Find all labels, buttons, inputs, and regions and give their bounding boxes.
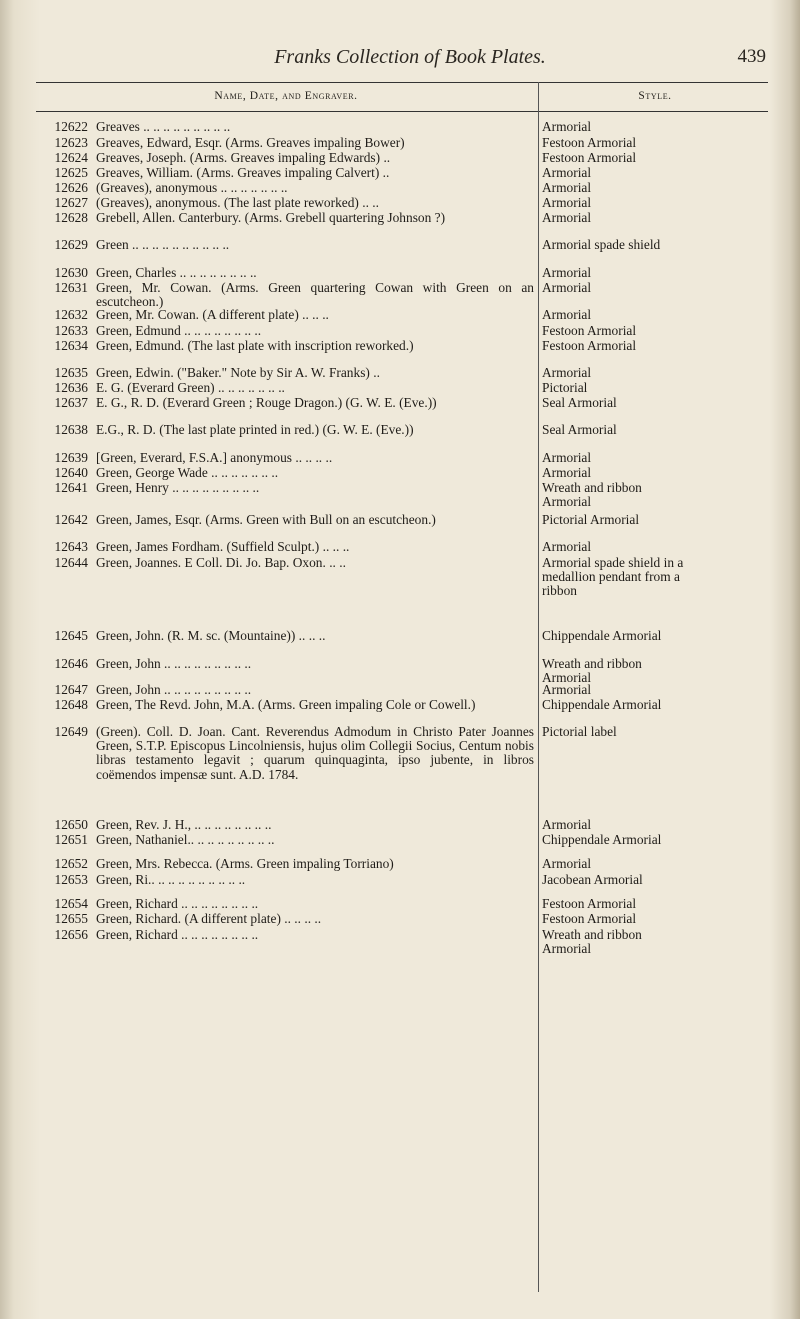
- plate-description: Green .. .. .. .. .. .. .. .. .. ..: [96, 237, 230, 252]
- plate-description: Green, Joannes. E Coll. Di. Jo. Bap. Oxon. .. ..: [96, 555, 346, 570]
- plate-style: Seal Armorial: [542, 422, 617, 437]
- plate-style: Festoon Armorial: [542, 135, 637, 150]
- catalogue-number: 12625: [54, 165, 88, 180]
- catalogue-number: 12623: [54, 135, 88, 150]
- plate-description: [Green, Everard, F.S.A.] anonymous .. .. .. ..: [96, 450, 333, 465]
- plate-style: Armorial: [542, 119, 592, 134]
- catalogue-number: 12630: [54, 265, 88, 280]
- catalogue-number: 12645: [54, 628, 88, 643]
- plate-description: Green, John. (R. M. sc. (Mountaine)) .. .. ..: [96, 628, 326, 643]
- plate-style: Festoon Armorial: [542, 323, 637, 338]
- catalogue-number: 12629: [54, 237, 88, 252]
- catalogue-number: 12636: [54, 380, 88, 395]
- catalogue-number: 12627: [54, 195, 88, 210]
- plate-style: Pictorial: [542, 380, 588, 395]
- plate-description: Green, John .. .. .. .. .. .. .. .. ..: [96, 656, 252, 671]
- plate-style: Armorial: [542, 265, 592, 280]
- plate-style: Festoon Armorial: [542, 338, 637, 353]
- plate-description: Grebell, Allen. Canterbury. (Arms. Grebell quartering Johnson ?): [96, 210, 446, 225]
- catalogue-number: 12628: [54, 210, 88, 225]
- plate-description: Green, Ri.. .. .. .. .. .. .. .. .. ..: [96, 872, 246, 887]
- catalogue-number: 12635: [54, 365, 88, 380]
- plate-style: Armorial: [542, 280, 592, 295]
- plate-description: (Greaves), anonymous. (The last plate reworked) .. ..: [96, 195, 379, 210]
- catalogue-number: 12639: [54, 450, 88, 465]
- plate-description: Green, Rev. J. H., .. .. .. .. .. .. .. ..: [96, 817, 272, 832]
- catalogue-number: 12631: [54, 280, 88, 295]
- top-rule: [36, 82, 768, 83]
- plate-style: Armorial: [542, 365, 592, 380]
- plate-style: Festoon Armorial: [542, 150, 637, 165]
- plate-description: Green, John .. .. .. .. .. .. .. .. ..: [96, 682, 252, 697]
- plate-description: Green, Richard .. .. .. .. .. .. .. ..: [96, 896, 259, 911]
- plate-style: Armorial: [542, 165, 592, 180]
- header-rule: [36, 111, 768, 112]
- plate-style: Armorial: [542, 539, 592, 554]
- plate-style: Armorial: [542, 180, 592, 195]
- catalogue-number: 12626: [54, 180, 88, 195]
- plate-style: Chippendale Armorial: [542, 628, 662, 643]
- catalogue-number: 12643: [54, 539, 88, 554]
- page-header: [0, 46, 800, 76]
- plate-description: Green, Nathaniel.. .. .. .. .. .. .. .. ..: [96, 832, 275, 847]
- catalogue-number: 12641: [54, 480, 88, 495]
- catalogue-number: 12648: [54, 697, 88, 712]
- plate-style: Armorial spade shield: [542, 237, 661, 252]
- plate-description: Green, Richard .. .. .. .. .. .. .. ..: [96, 927, 259, 942]
- plate-style: Armorial spade shield in a medallion pendant from a ribbon: [542, 555, 684, 599]
- plate-description: Green, Henry .. .. .. .. .. .. .. .. ..: [96, 480, 260, 495]
- plate-description: Green, Richard. (A different plate) .. .. .. ..: [96, 911, 322, 926]
- plate-description: Greaves, Edward, Esqr. (Arms. Greaves impaling Bower): [96, 135, 405, 150]
- plate-description: E.G., R. D. (The last plate printed in red.) (G. W. E. (Eve.)): [96, 422, 414, 437]
- catalogue-number: 12634: [54, 338, 88, 353]
- catalogue-number: 12642: [54, 512, 88, 527]
- catalogue-number: 12632: [54, 307, 88, 322]
- plate-style: Festoon Armorial: [542, 911, 637, 926]
- plate-style: Jacobean Armorial: [542, 872, 643, 887]
- plate-style: Chippendale Armorial: [542, 697, 662, 712]
- catalogue-number: 12650: [54, 817, 88, 832]
- plate-description: Green, Mr. Cowan. (A different plate) .. .. ..: [96, 307, 329, 322]
- plate-style: Armorial: [542, 195, 592, 210]
- catalogue-number: 12653: [54, 872, 88, 887]
- catalogue-number: 12652: [54, 856, 88, 871]
- plate-style: Chippendale Armorial: [542, 832, 662, 847]
- plate-description: Green, Edwin. ("Baker." Note by Sir A. W. Franks) ..: [96, 365, 380, 380]
- catalogue-number: 12622: [54, 119, 88, 134]
- plate-description: Greaves, William. (Arms. Greaves impaling Calvert) ..: [96, 165, 390, 180]
- plate-style: Wreath and ribbon Armorial: [542, 480, 642, 510]
- plate-style: Wreath and ribbon Armorial: [542, 927, 642, 957]
- catalogue-number: 12637: [54, 395, 88, 410]
- plate-style: Armorial: [542, 817, 592, 832]
- catalogue-number: 12638: [54, 422, 88, 437]
- plate-description: (Green). Coll. D. Joan. Cant. Reverendus Admodum in Christo Pater Joannes Green, S.T.P. Episcopus Lincolniensis, hujus olim Collegii Socius, Centum nobis libras testamento legavit ; quarum quinquaginta, ipso jubente, in libros coëmendos impensæ sunt. A.D. 1784.: [96, 724, 534, 782]
- column-header-name: Name, Date, and Engraver.: [214, 90, 358, 102]
- column-header-style: Style.: [638, 90, 672, 102]
- plate-description: Green, Mrs. Rebecca. (Arms. Green impaling Torriano): [96, 856, 394, 871]
- plate-description: Green, James Fordham. (Suffield Sculpt.) .. .. ..: [96, 539, 350, 554]
- catalogue-number: 12633: [54, 323, 88, 338]
- plate-description: Green, George Wade .. .. .. .. .. .. ..: [96, 465, 279, 480]
- plate-style: Festoon Armorial: [542, 896, 637, 911]
- catalogue-number: 12644: [54, 555, 88, 570]
- page-number: 439: [737, 46, 766, 67]
- plate-description: Green, The Revd. John, M.A. (Arms. Green impaling Cole or Cowell.): [96, 697, 476, 712]
- plate-description: Green, Edmund .. .. .. .. .. .. .. ..: [96, 323, 262, 338]
- plate-style: Armorial: [542, 210, 592, 225]
- catalogue-number: 12655: [54, 911, 88, 926]
- plate-description: E. G., R. D. (Everard Green ; Rouge Dragon.) (G. W. E. (Eve.)): [96, 395, 437, 410]
- plate-description: Green, James, Esqr. (Arms. Green with Bull on an escutcheon.): [96, 512, 436, 527]
- catalogue-number: 12649: [54, 724, 88, 739]
- plate-description: Greaves .. .. .. .. .. .. .. .. ..: [96, 119, 231, 134]
- plate-description: Green, Charles .. .. .. .. .. .. .. ..: [96, 265, 257, 280]
- catalogue-number: 12624: [54, 150, 88, 165]
- catalogue-number: 12640: [54, 465, 88, 480]
- plate-style: Seal Armorial: [542, 395, 617, 410]
- catalogue-number: 12651: [54, 832, 88, 847]
- plate-description: (Greaves), anonymous .. .. .. .. .. .. ..: [96, 180, 288, 195]
- plate-description: E. G. (Everard Green) .. .. .. .. .. .. ..: [96, 380, 285, 395]
- plate-style: Armorial: [542, 682, 592, 697]
- catalogue-number: 12646: [54, 656, 88, 671]
- plate-style: Armorial: [542, 307, 592, 322]
- plate-description: Green, Edmund. (The last plate with inscription reworked.): [96, 338, 414, 353]
- plate-description: Greaves, Joseph. (Arms. Greaves impaling Edwards) ..: [96, 150, 391, 165]
- catalogue-number: 12647: [54, 682, 88, 697]
- running-title: Franks Collection of Book Plates.: [274, 46, 546, 68]
- plate-style: Pictorial Armorial: [542, 512, 640, 527]
- column-divider: [538, 82, 539, 1292]
- catalogue-number: 12654: [54, 896, 88, 911]
- plate-style: Armorial: [542, 856, 592, 871]
- plate-style: Armorial: [542, 450, 592, 465]
- plate-style: Wreath and ribbon Armorial: [542, 656, 642, 686]
- plate-description: Green, Mr. Cowan. (Arms. Green quartering Cowan with Green on an escutcheon.): [96, 280, 534, 310]
- plate-style: Pictorial label: [542, 724, 617, 739]
- catalogue-number: 12656: [54, 927, 88, 942]
- plate-style: Armorial: [542, 465, 592, 480]
